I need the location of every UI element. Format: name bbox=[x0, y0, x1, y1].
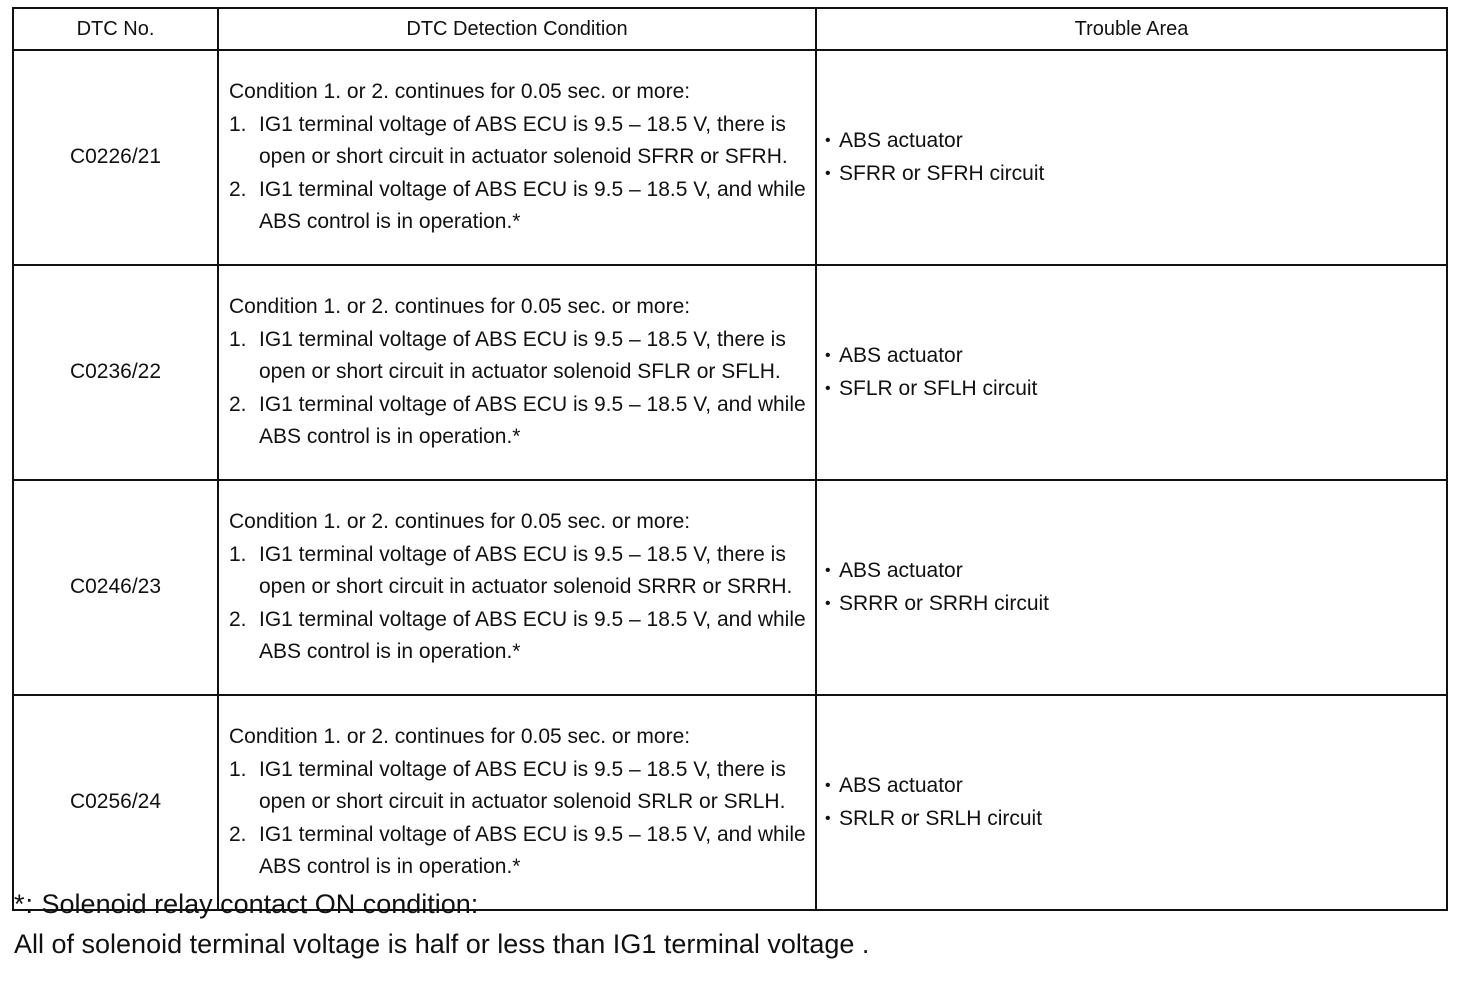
condition-number: 1. bbox=[229, 757, 247, 781]
trouble-area-text: SRLR or SRLH circuit bbox=[839, 806, 1043, 830]
trouble-area-item bbox=[825, 373, 1446, 406]
trouble-area-text: ABS actuator bbox=[839, 344, 963, 367]
condition-item bbox=[229, 819, 807, 884]
trouble-area-cell bbox=[816, 480, 1447, 695]
condition-item bbox=[229, 754, 807, 819]
condition-item bbox=[229, 109, 807, 174]
condition-item bbox=[229, 604, 807, 669]
condition-intro: Condition 1. or 2. continues for 0.05 sec. or more: bbox=[229, 295, 691, 319]
condition-item bbox=[229, 539, 807, 604]
bullet-dot-icon: • bbox=[825, 347, 831, 364]
table-row bbox=[13, 480, 1447, 695]
header-row bbox=[13, 8, 1447, 50]
condition-number: 1. bbox=[229, 327, 247, 351]
condition-intro: Condition 1. or 2. continues for 0.05 sec. or more: bbox=[229, 80, 691, 104]
detection-condition-cell bbox=[218, 265, 816, 480]
footnote-line-1 bbox=[14, 884, 1454, 924]
dtc-code: C0256/24 bbox=[13, 695, 218, 910]
footnote-mark: *: bbox=[14, 889, 35, 919]
condition-text: IG1 terminal voltage of ABS ECU is 9.5 – 18.5 V, and while ABS control is in operation.* bbox=[259, 607, 806, 664]
trouble-area-item bbox=[825, 125, 1446, 158]
condition-number: 2. bbox=[229, 822, 247, 846]
table-body bbox=[13, 50, 1447, 910]
trouble-area-item bbox=[825, 803, 1446, 836]
condition-intro: Condition 1. or 2. continues for 0.05 sec. or more: bbox=[229, 725, 691, 749]
trouble-area-text: ABS actuator bbox=[839, 559, 963, 582]
table-row bbox=[13, 50, 1447, 265]
trouble-area-item bbox=[825, 340, 1446, 373]
trouble-area-cell bbox=[816, 50, 1447, 265]
dtc-code: C0246/23 bbox=[13, 480, 218, 695]
bullet-dot-icon: • bbox=[825, 562, 831, 579]
condition-text: IG1 terminal voltage of ABS ECU is 9.5 – 18.5 V, there is open or short circuit in actuator solenoid SRLR or SRLH. bbox=[259, 757, 786, 814]
footnote-text-1: Solenoid relay contact ON condition: bbox=[41, 889, 479, 919]
trouble-area-text: SFRR or SFRH circuit bbox=[839, 161, 1045, 185]
trouble-area-cell bbox=[816, 695, 1447, 910]
footnote bbox=[14, 884, 1454, 964]
detection-condition-cell bbox=[218, 50, 816, 265]
trouble-area-item bbox=[825, 158, 1446, 191]
bullet-dot-icon: • bbox=[825, 594, 831, 612]
condition-text: IG1 terminal voltage of ABS ECU is 9.5 – 18.5 V, there is open or short circuit in actuator solenoid SRRR or SRRH. bbox=[259, 542, 793, 599]
condition-number: 2. bbox=[229, 607, 247, 631]
condition-text: IG1 terminal voltage of ABS ECU is 9.5 – 18.5 V, and while ABS control is in operation.* bbox=[259, 392, 806, 449]
condition-item bbox=[229, 324, 807, 389]
header-detection-condition: DTC Detection Condition bbox=[218, 8, 816, 50]
condition-number: 1. bbox=[229, 542, 247, 566]
condition-number: 2. bbox=[229, 177, 247, 201]
bullet-dot-icon: • bbox=[825, 809, 831, 827]
trouble-area-text: ABS actuator bbox=[839, 129, 963, 152]
dtc-code: C0236/22 bbox=[13, 265, 218, 480]
condition-text: IG1 terminal voltage of ABS ECU is 9.5 – 18.5 V, there is open or short circuit in actuator solenoid SFLR or SFLH. bbox=[259, 327, 786, 384]
bullet-dot-icon: • bbox=[825, 132, 831, 149]
dtc-code: C0226/21 bbox=[13, 50, 218, 265]
dtc-table bbox=[12, 7, 1448, 911]
table-row bbox=[13, 695, 1447, 910]
trouble-area-cell bbox=[816, 265, 1447, 480]
trouble-area-item bbox=[825, 770, 1446, 803]
trouble-area-item bbox=[825, 555, 1446, 588]
detection-condition-cell bbox=[218, 695, 816, 910]
header-dtc-no: DTC No. bbox=[13, 8, 218, 50]
footnote-line-2: All of solenoid terminal voltage is half or less than IG1 terminal voltage . bbox=[14, 929, 870, 959]
header-trouble-area: Trouble Area bbox=[816, 8, 1447, 50]
condition-number: 2. bbox=[229, 392, 247, 416]
table-row bbox=[13, 265, 1447, 480]
condition-text: IG1 terminal voltage of ABS ECU is 9.5 – 18.5 V, there is open or short circuit in actuator solenoid SFRR or SFRH. bbox=[259, 112, 788, 169]
condition-item bbox=[229, 174, 807, 239]
trouble-area-item bbox=[825, 588, 1446, 621]
condition-text: IG1 terminal voltage of ABS ECU is 9.5 – 18.5 V, and while ABS control is in operation.* bbox=[259, 822, 806, 879]
condition-number: 1. bbox=[229, 112, 247, 136]
table-header bbox=[13, 8, 1447, 50]
condition-item bbox=[229, 389, 807, 454]
condition-intro: Condition 1. or 2. continues for 0.05 sec. or more: bbox=[229, 510, 691, 534]
trouble-area-text: ABS actuator bbox=[839, 774, 963, 797]
bullet-dot-icon: • bbox=[825, 379, 831, 397]
detection-condition-cell bbox=[218, 480, 816, 695]
bullet-dot-icon: • bbox=[825, 164, 831, 182]
trouble-area-text: SRRR or SRRH circuit bbox=[839, 591, 1050, 615]
bullet-dot-icon: • bbox=[825, 777, 831, 794]
condition-text: IG1 terminal voltage of ABS ECU is 9.5 – 18.5 V, and while ABS control is in operation.* bbox=[259, 177, 806, 234]
trouble-area-text: SFLR or SFLH circuit bbox=[839, 376, 1038, 400]
